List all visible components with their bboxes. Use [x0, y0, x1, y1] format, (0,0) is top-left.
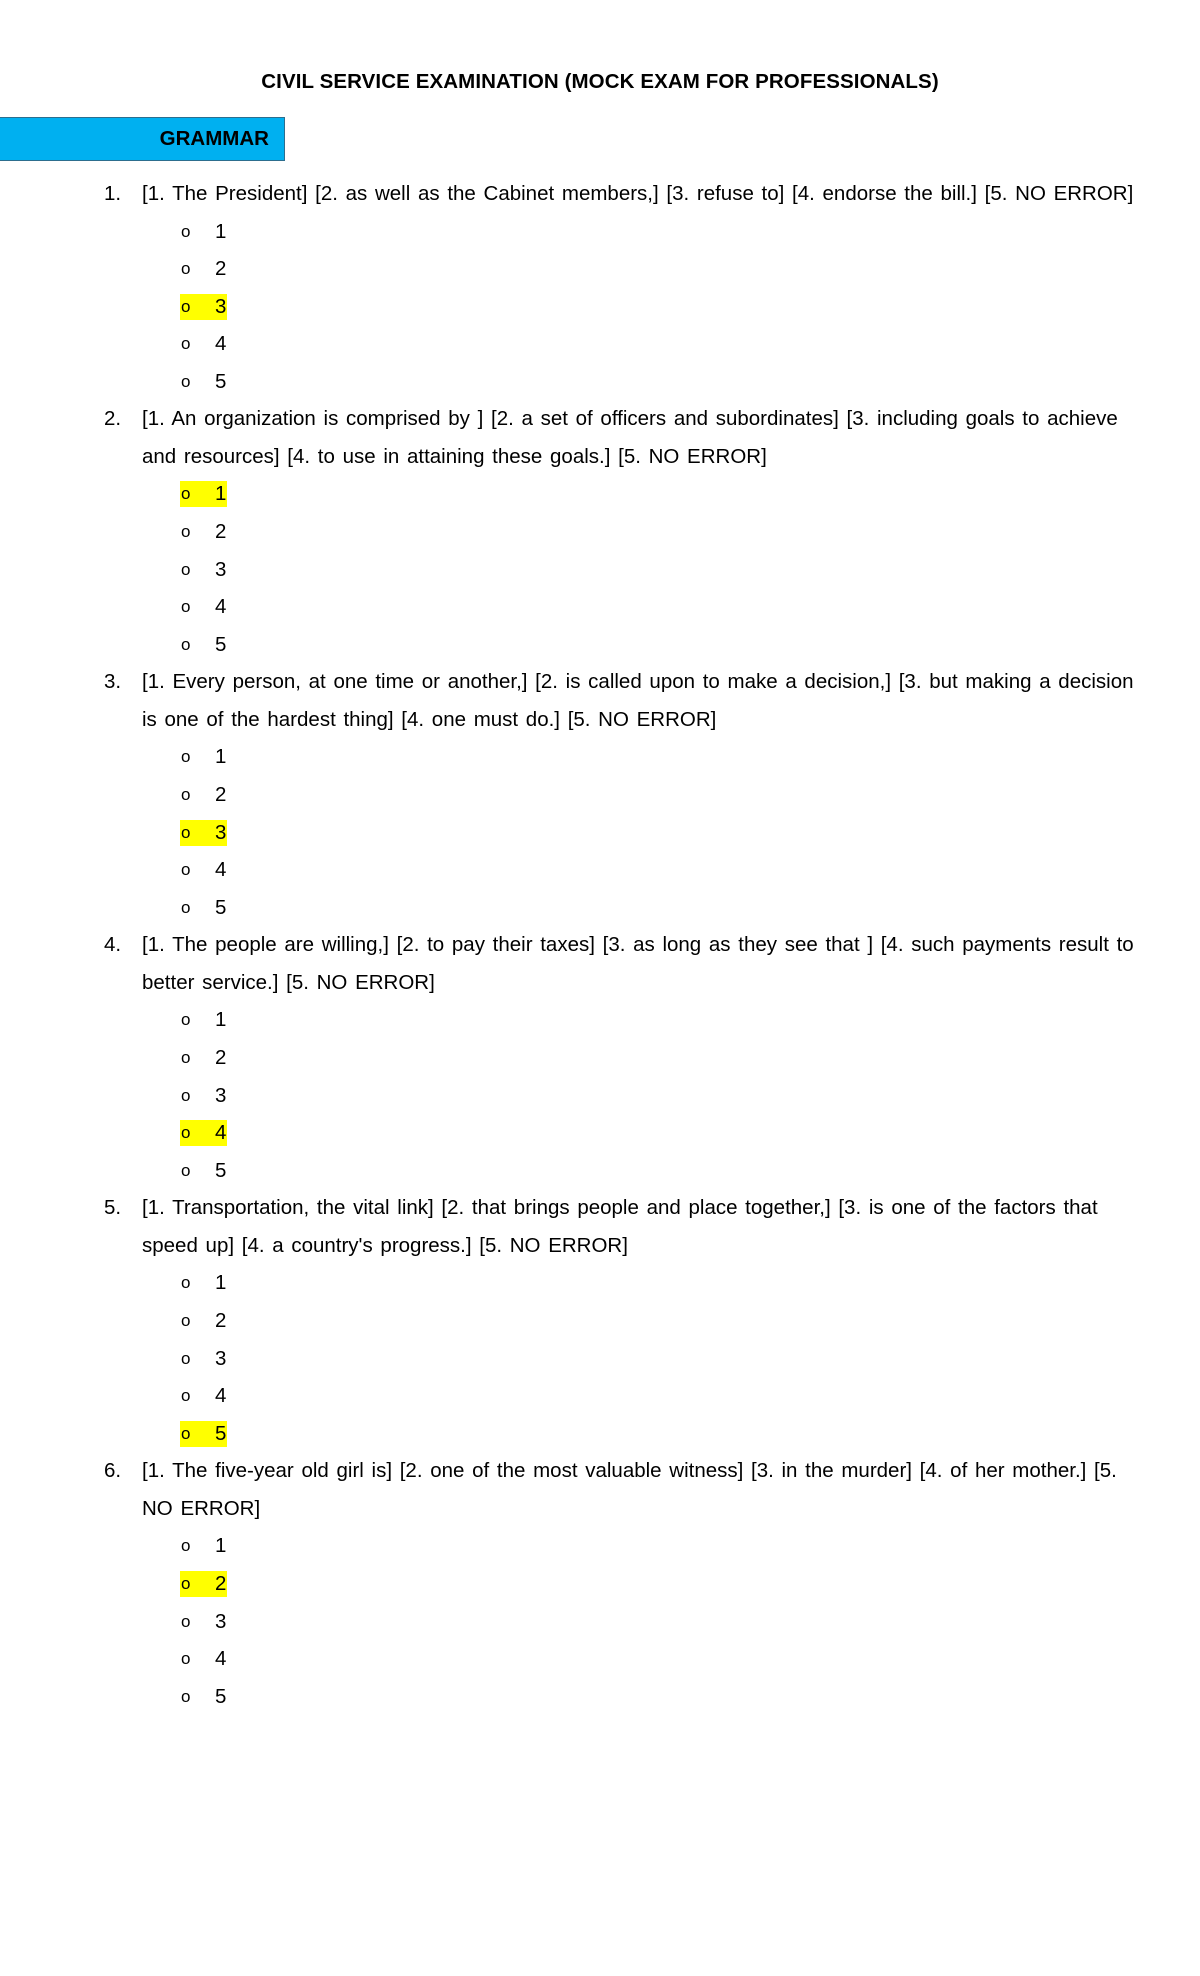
answer-option	[142, 513, 1136, 551]
hollow-circle-bullet-icon: o	[181, 1573, 191, 1593]
answer-option-label: 4	[215, 858, 227, 882]
answer-option-label: 2	[215, 783, 227, 807]
answer-option-content	[180, 1571, 227, 1597]
answer-options	[142, 1264, 1136, 1452]
answer-option-content	[180, 219, 227, 245]
answer-option-content	[180, 857, 227, 883]
answer-option-highlighted	[142, 814, 1136, 852]
question-number: 5.	[104, 1196, 122, 1220]
answer-option-content	[180, 1609, 227, 1635]
section-header-label: GRAMMAR	[159, 127, 269, 150]
answer-option-label: 3	[215, 820, 227, 844]
answer-option-label: 5	[215, 369, 227, 393]
hollow-circle-bullet-icon: o	[181, 371, 191, 391]
answer-option-highlighted	[142, 1114, 1136, 1152]
hollow-circle-bullet-icon: o	[181, 1048, 191, 1067]
answer-option-label: 4	[215, 595, 227, 619]
answer-option-label: 1	[215, 1008, 227, 1032]
answer-options	[142, 1001, 1136, 1189]
hollow-circle-bullet-icon: o	[181, 1611, 191, 1631]
answer-option-content	[180, 594, 227, 620]
answer-option	[142, 889, 1136, 927]
question-item	[104, 175, 1136, 400]
hollow-circle-bullet-icon: o	[181, 634, 191, 654]
hollow-circle-bullet-icon: o	[181, 1160, 191, 1180]
answer-option-highlighted	[142, 1415, 1136, 1453]
answer-option-label: 3	[215, 1346, 227, 1370]
hollow-circle-bullet-icon: o	[181, 1348, 191, 1368]
hollow-circle-bullet-icon: o	[181, 334, 191, 354]
answer-option-content	[180, 820, 227, 846]
hollow-circle-bullet-icon: o	[181, 1310, 191, 1330]
answer-option-content	[180, 331, 227, 357]
answer-option	[142, 1640, 1136, 1678]
answer-option-label: 4	[215, 1384, 227, 1408]
answer-option-label: 1	[215, 1271, 227, 1295]
answer-option-label: 3	[215, 557, 227, 581]
answer-option-label: 2	[215, 257, 227, 281]
answer-option-label: 5	[215, 1421, 227, 1445]
answer-option-content	[180, 1646, 227, 1672]
question-number: 6.	[104, 1459, 122, 1483]
hollow-circle-bullet-icon: o	[181, 1273, 191, 1293]
answer-option-highlighted	[142, 288, 1136, 326]
question-text: [1. Transportation, the vital link] [2. that brings people and place together,] [3. is one of the factors that speed up] [4. a country's progress.] [5. NO ERROR]	[142, 1196, 1098, 1257]
answer-option-label: 1	[215, 219, 227, 243]
answer-option-content	[180, 1270, 227, 1296]
answer-option	[142, 1340, 1136, 1378]
answer-option-content	[180, 1120, 227, 1146]
answer-option	[142, 1377, 1136, 1415]
section-header-grammar	[0, 117, 285, 161]
answer-option-label: 1	[215, 745, 227, 769]
answer-option-content	[180, 256, 227, 282]
question-item	[104, 926, 1136, 1189]
answer-option	[142, 1603, 1136, 1641]
answer-option	[142, 1077, 1136, 1115]
hollow-circle-bullet-icon: o	[181, 822, 191, 842]
answer-option-label: 2	[215, 520, 227, 544]
question-item	[104, 400, 1136, 663]
answer-option-content	[180, 1308, 227, 1334]
answer-option	[142, 551, 1136, 589]
answer-option	[142, 1264, 1136, 1302]
answer-option-highlighted	[142, 475, 1136, 513]
answer-options	[142, 475, 1136, 663]
answer-option-content	[180, 1045, 227, 1071]
question-text: [1. The five-year old girl is] [2. one of the most valuable witness] [3. in the murder] [4. of her mother.] [5. NO ERROR]	[142, 1459, 1117, 1520]
answer-option-highlighted	[142, 1565, 1136, 1603]
answer-option-content	[180, 1684, 227, 1710]
answer-option-content	[180, 1421, 227, 1447]
answer-option-content	[180, 632, 227, 658]
question-number: 3.	[104, 670, 122, 694]
question-text: [1. Every person, at one time or another,] [2. is called upon to make a decision,] [3. but making a decision is one of the hardest thing] [4. one must do.] [5. NO ERROR]	[142, 670, 1134, 731]
answer-option	[142, 1039, 1136, 1077]
answer-option	[142, 776, 1136, 814]
answer-option-label: 1	[215, 482, 227, 506]
answer-option	[142, 1678, 1136, 1716]
answer-option-content	[180, 1158, 227, 1184]
answer-option	[142, 325, 1136, 363]
answer-option-label: 3	[215, 1609, 227, 1633]
answer-option-content	[180, 519, 227, 545]
answer-option-content	[180, 1007, 227, 1033]
question-number: 4.	[104, 933, 122, 957]
hollow-circle-bullet-icon: o	[181, 296, 191, 316]
question-text: [1. The President] [2. as well as the Cabinet members,] [3. refuse to] [4. endorse the bill.] [5. NO ERROR]	[142, 182, 1134, 205]
answer-options	[142, 1527, 1136, 1715]
answer-option-label: 3	[215, 294, 227, 318]
hollow-circle-bullet-icon: o	[181, 484, 191, 504]
answer-option	[142, 851, 1136, 889]
answer-option-label: 4	[215, 1121, 227, 1145]
document-title: CIVIL SERVICE EXAMINATION (MOCK EXAM FOR PROFESSIONALS)	[261, 70, 939, 93]
hollow-circle-bullet-icon: o	[181, 1536, 191, 1556]
hollow-circle-bullet-icon: o	[181, 785, 191, 805]
answer-option-label: 5	[215, 895, 227, 919]
question-item	[104, 1189, 1136, 1452]
answer-option	[142, 250, 1136, 288]
answer-option-content	[180, 369, 227, 395]
answer-option-content	[180, 1346, 227, 1372]
hollow-circle-bullet-icon: o	[181, 860, 191, 880]
answer-option-label: 1	[215, 1534, 227, 1558]
hollow-circle-bullet-icon: o	[181, 1386, 191, 1406]
question-text: [1. An organization is comprised by ] [2. a set of officers and subordinates] [3. including goals to achieve and resources] [4. to use in attaining these goals.] [5. NO ERROR]	[142, 407, 1118, 468]
answer-option-content	[180, 481, 227, 507]
answer-options	[142, 213, 1136, 401]
answer-option-content	[180, 782, 227, 808]
answer-option	[142, 1152, 1136, 1190]
question-number: 2.	[104, 407, 122, 431]
question-number: 1.	[104, 182, 122, 205]
answer-option-label: 5	[215, 632, 227, 656]
hollow-circle-bullet-icon: o	[181, 522, 191, 542]
answer-option	[142, 1001, 1136, 1039]
answer-option	[142, 363, 1136, 401]
hollow-circle-bullet-icon: o	[181, 747, 191, 767]
answer-option	[142, 1302, 1136, 1340]
hollow-circle-bullet-icon: o	[181, 1423, 191, 1443]
hollow-circle-bullet-icon: o	[181, 221, 191, 241]
answer-option	[142, 588, 1136, 626]
answer-option-label: 5	[215, 1684, 227, 1708]
hollow-circle-bullet-icon: o	[181, 559, 191, 579]
answer-option	[142, 738, 1136, 776]
answer-option-label: 5	[215, 1158, 227, 1182]
answer-option-label: 2	[215, 1046, 227, 1069]
answer-option-content	[180, 1383, 227, 1409]
question-item	[104, 1452, 1136, 1715]
hollow-circle-bullet-icon: o	[181, 1649, 191, 1669]
question-item	[104, 663, 1136, 926]
answer-option-label: 3	[215, 1083, 227, 1107]
answer-option-label: 2	[215, 1308, 227, 1332]
hollow-circle-bullet-icon: o	[181, 1010, 191, 1030]
answer-option-label: 4	[215, 1647, 227, 1671]
hollow-circle-bullet-icon: o	[181, 1686, 191, 1706]
hollow-circle-bullet-icon: o	[181, 897, 191, 917]
hollow-circle-bullet-icon: o	[181, 597, 191, 617]
hollow-circle-bullet-icon: o	[181, 1123, 191, 1143]
question-text: [1. The people are willing,] [2. to pay their taxes] [3. as long as they see that ] [4. such payments result to better service.] [5. NO ERROR]	[142, 933, 1134, 994]
answer-option-label: 2	[215, 1571, 227, 1595]
question-list	[104, 175, 1136, 1715]
answer-option-content	[180, 895, 227, 921]
answer-option	[142, 213, 1136, 251]
answer-option-content	[180, 1083, 227, 1109]
answer-option-label: 4	[215, 332, 227, 356]
answer-option-content	[180, 1533, 227, 1559]
hollow-circle-bullet-icon: o	[181, 1085, 191, 1105]
answer-option-content	[180, 294, 227, 320]
answer-option-content	[180, 557, 227, 583]
answer-option	[142, 1527, 1136, 1565]
answer-option	[142, 626, 1136, 664]
answer-option-content	[180, 744, 227, 770]
hollow-circle-bullet-icon: o	[181, 259, 191, 279]
answer-options	[142, 738, 1136, 926]
